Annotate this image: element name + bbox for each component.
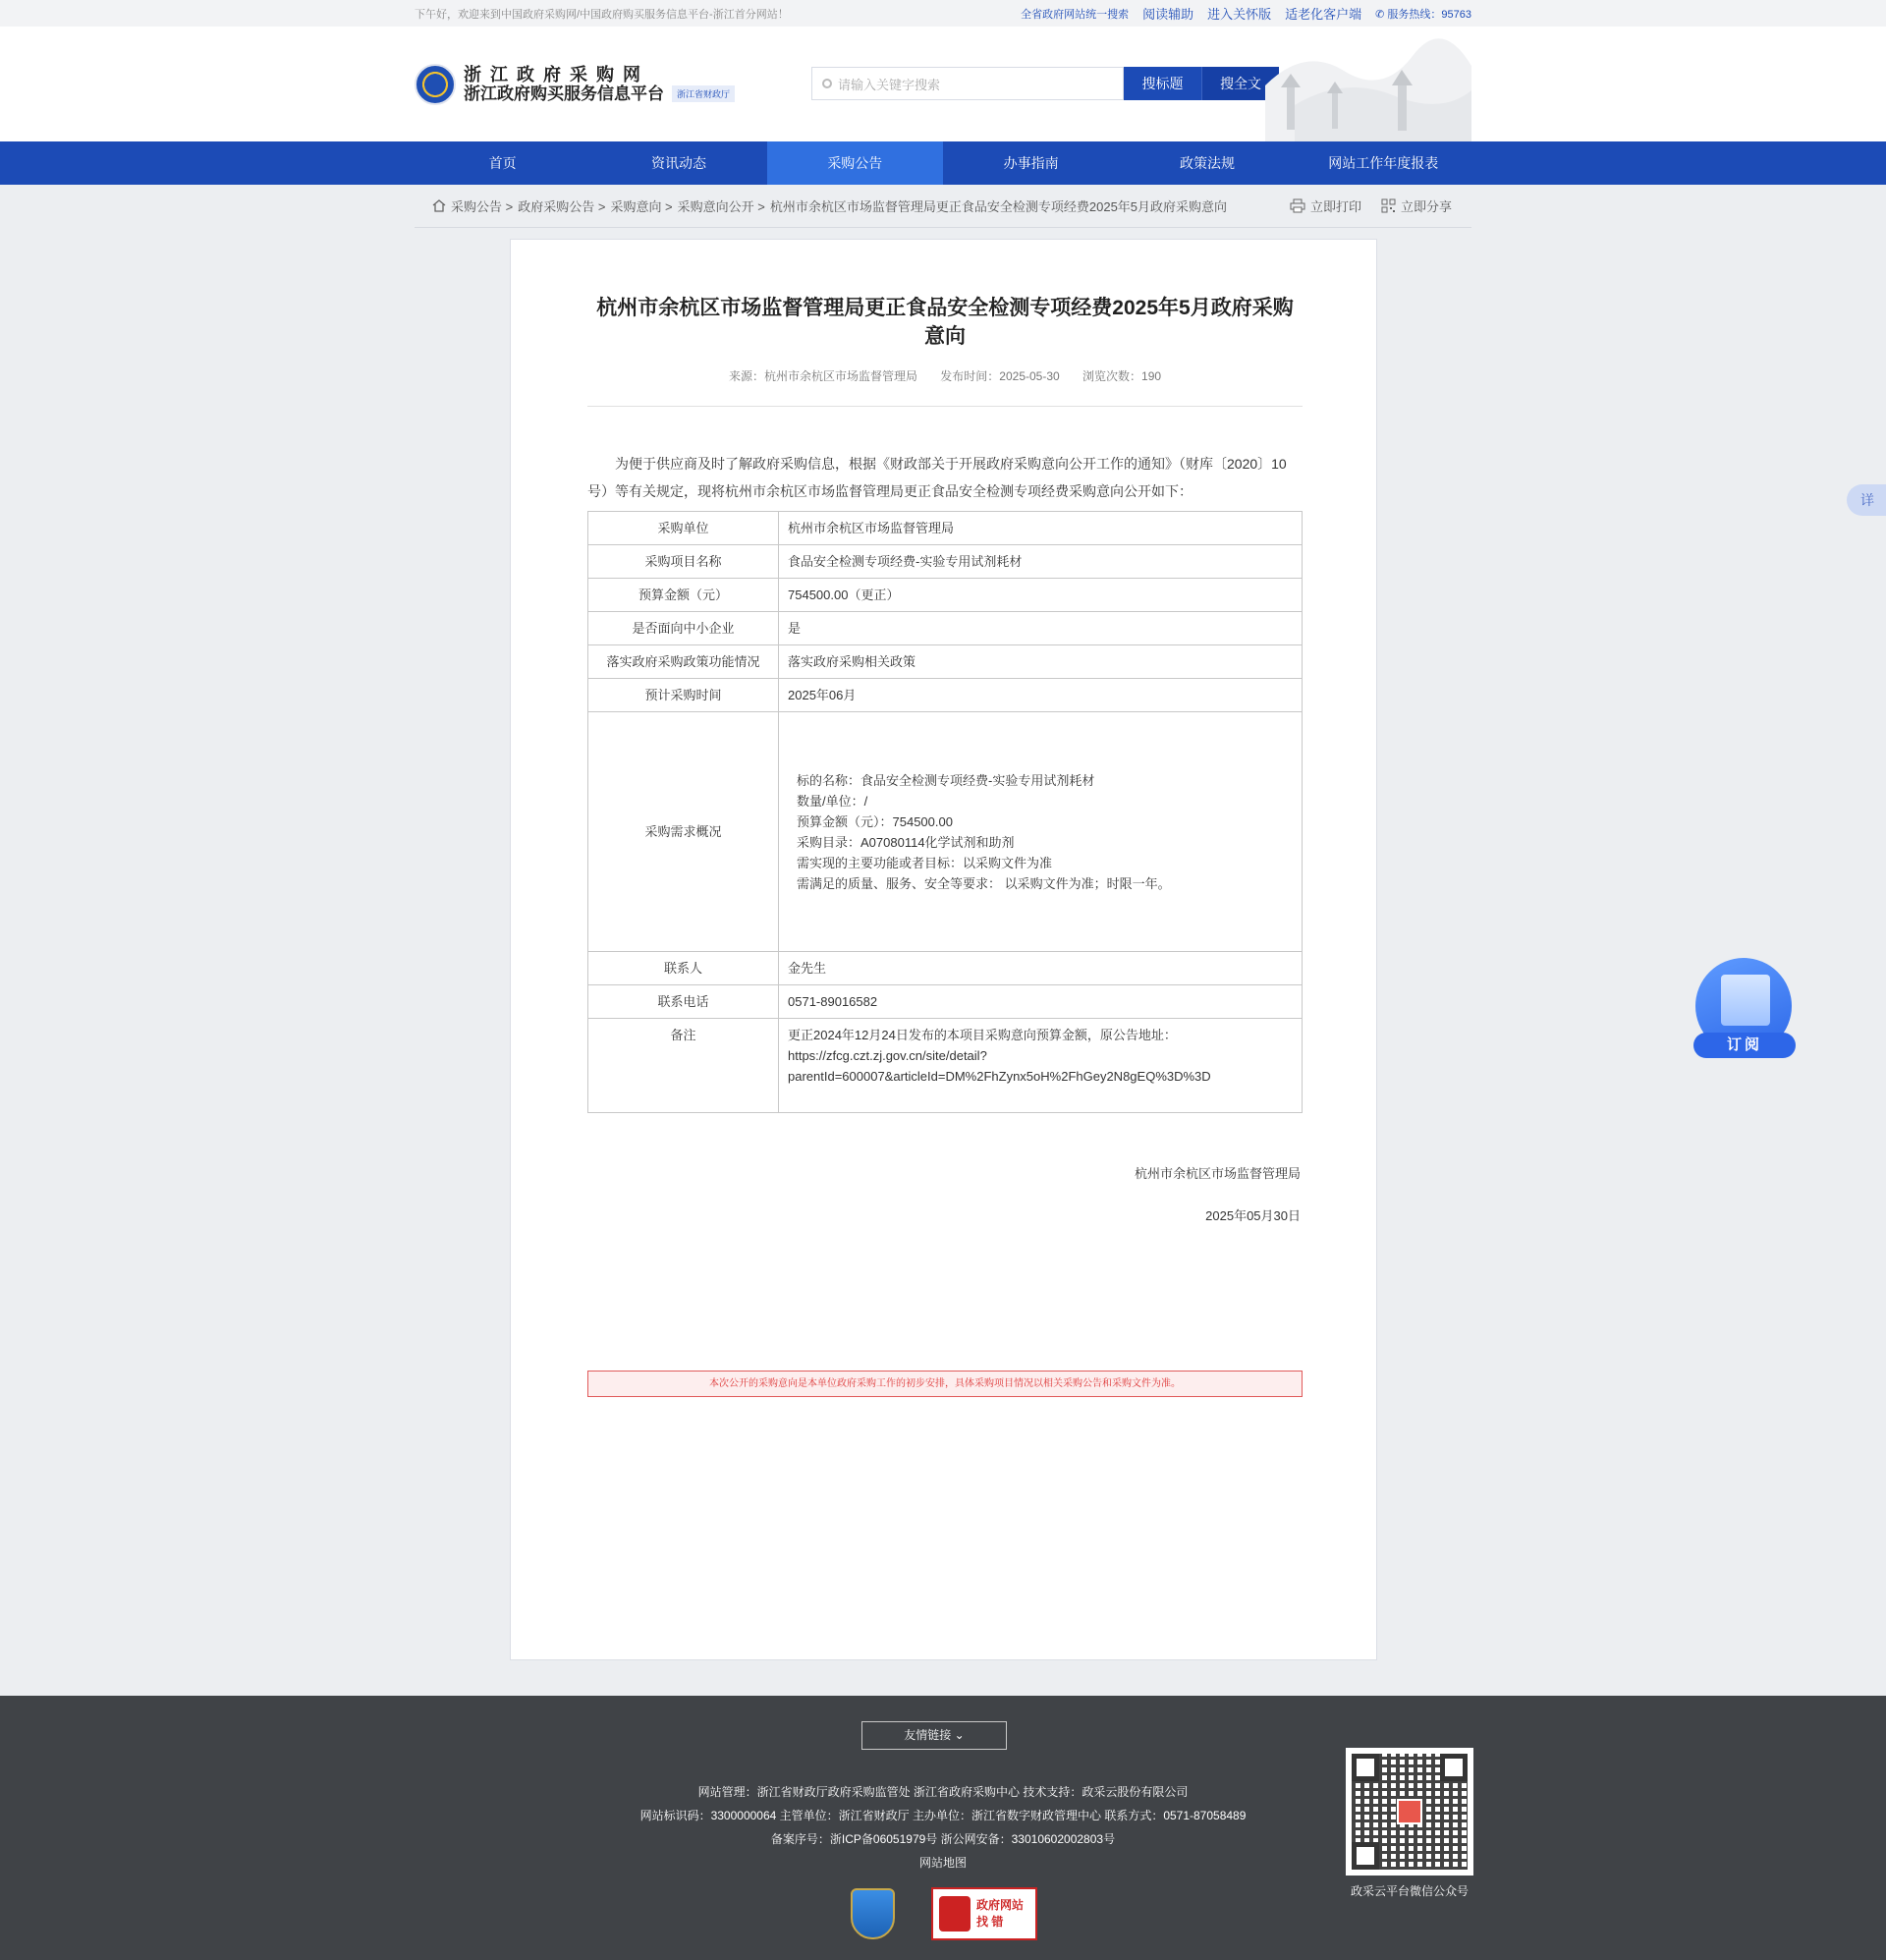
print-button[interactable]: 立即打印 <box>1290 196 1361 215</box>
site-footer <box>0 1696 1886 1960</box>
logo-subtitle: 浙江政府购买服务信息平台 <box>464 84 664 103</box>
footer-info <box>550 1780 1336 1875</box>
qr-corner <box>1352 1754 1379 1781</box>
sitemap-link[interactable]: 网站地图 <box>918 1856 967 1870</box>
crumb-procurement[interactable]: 采购公告 > <box>451 199 514 214</box>
procurement-info-table <box>587 511 1303 1113</box>
footer-line-management: 网站管理：浙江省财政厅政府采购监管处 浙江省政府采购中心 技术支持：政采云股份有限公司 <box>697 1785 1189 1799</box>
search-bar <box>811 67 1279 100</box>
search-title-button[interactable]: 搜标题 <box>1124 67 1201 100</box>
search-fulltext-button[interactable]: 搜全文 <box>1201 67 1279 100</box>
search-input[interactable] <box>811 67 1124 100</box>
qrcode-icon <box>1352 1754 1468 1870</box>
table-row: 采购项目名称 食品安全检测专项经费-实验专用试剂耗材 <box>588 545 1303 579</box>
signature-date: 2025年05月30日 <box>1205 1208 1301 1223</box>
qrcode-caption: 政采云平台微信公众号 <box>1350 1884 1469 1898</box>
crumb-intent[interactable]: 采购意向 > <box>610 199 673 214</box>
divider <box>587 406 1303 407</box>
reading-aid-link[interactable]: 阅读辅助 <box>1142 7 1194 22</box>
table-row: 落实政府采购政策功能情况 落实政府采购相关政策 <box>588 645 1303 679</box>
footer-badges <box>851 1887 1037 1940</box>
subscribe-label: 订阅 <box>1693 1033 1796 1058</box>
gov-site-error-badge[interactable]: 政府网站 找 错 <box>931 1887 1037 1940</box>
institution-badge-icon[interactable] <box>851 1888 895 1939</box>
nav-news[interactable]: 资讯动态 <box>650 155 706 171</box>
crumb-gov-procurement[interactable]: 政府采购公告 > <box>518 199 606 214</box>
qr-logo-icon <box>1397 1799 1422 1824</box>
article-title: 杭州市余杭区市场监督管理局更正食品安全检测专项经费2025年5月政府采购意向 <box>596 297 1294 348</box>
site-header <box>0 27 1886 141</box>
logo-title: 浙江政府采购网 <box>464 65 649 84</box>
qr-corner <box>1352 1842 1379 1870</box>
nav-home[interactable]: 首页 <box>488 155 517 171</box>
print-icon <box>1290 198 1305 213</box>
province-search-link[interactable]: 全省政府网站统一搜索 <box>1021 8 1130 21</box>
article-intro: 为便于供应商及时了解政府采购信息，根据《财政部关于开展政府采购意向公开工作的通知》（财库〔2020〕10号）等有关规定，现将杭州市余杭区市场监督管理局更正食品安全检测专项经费采购意向公开如下： <box>587 456 1287 499</box>
article-views: 浏览次数：190 <box>1082 369 1162 383</box>
search-placeholder: 请输入关键字搜索 <box>838 77 941 92</box>
magnifier-icon <box>939 1896 971 1932</box>
nav-policy[interactable]: 政策法规 <box>1179 155 1235 171</box>
table-row: 预计采购时间 2025年06月 <box>588 679 1303 712</box>
side-detail-tab[interactable]: 详 <box>1847 484 1886 516</box>
article-meta <box>587 367 1303 384</box>
disclaimer-notice: 本次公开的采购意向是本单位政府采购工作的初步安排，具体采购项目情况以相关采购公告和采购文件为准。 <box>587 1371 1303 1397</box>
signature-org: 杭州市余杭区市场监督管理局 <box>1134 1166 1301 1181</box>
table-row: 采购单位 杭州市余杭区市场监督管理局 <box>588 512 1303 545</box>
qr-corner <box>1440 1754 1468 1781</box>
footer-line-record[interactable]: 备案序号：浙ICP备06051979号 浙公网安备：33010602002803号 <box>770 1832 1116 1846</box>
site-logo[interactable] <box>415 64 735 105</box>
phone-icon: ✆ <box>1375 8 1385 21</box>
article-date: 发布时间：2025-05-30 <box>940 369 1060 383</box>
logo-badge: 浙江省财政厅 <box>672 85 735 102</box>
document-icon <box>1721 975 1770 1026</box>
crumb-intent-public[interactable]: 采购意向公开 > <box>677 199 765 214</box>
table-row: 备注 更正2024年12月24日发布的本项目采购意向预算金额，原公告地址： https://zfcg.czt.zj.gov.cn/site/detail? parentId=600007&articleId=DM%2FhZynx5oH%2FhGey2N8gEQ%3D%3D <box>588 1019 1303 1113</box>
table-row: 联系人 金先生 <box>588 952 1303 985</box>
hotline-text: ✆ 服务热线：95763 <box>1375 8 1471 21</box>
qrcode-icon <box>1381 198 1396 213</box>
main-nav <box>0 141 1886 185</box>
friend-links-dropdown[interactable]: 友情链接 ⌄ <box>861 1721 1007 1750</box>
footer-line-identifier: 网站标识码：3300000064 主管单位：浙江省财政厅 主办单位：浙江省数字财政管理中心 联系方式：0571-87058489 <box>639 1809 1247 1822</box>
breadcrumb <box>415 185 1471 228</box>
subscribe-button[interactable] <box>1693 958 1796 1058</box>
nav-guide[interactable]: 办事指南 <box>1003 155 1059 171</box>
table-row: 预算金额（元） 754500.00（更正） <box>588 579 1303 612</box>
table-row: 是否面向中小企业 是 <box>588 612 1303 645</box>
top-bar <box>0 0 1886 27</box>
article-source: 来源：杭州市余杭区市场监督管理局 <box>728 369 917 383</box>
pagoda-scenery-icon <box>1265 27 1471 141</box>
home-icon[interactable] <box>432 199 446 212</box>
table-row: 采购需求概况 标的名称：食品安全检测专项经费-实验专用试剂耗材 数量/单位：/ 预算金额（元）：754500.00 采购目录：A07080114化学试剂和助剂 需实现的主要功能或者目标：以采购文件为准 需满足的质量、服务、安全等要求： 以采购文件为准；时限一年。 <box>588 712 1303 952</box>
care-version-link[interactable]: 进入关怀版 <box>1207 7 1272 22</box>
article-card <box>510 239 1377 1660</box>
search-icon <box>822 79 832 88</box>
requirement-summary: 标的名称：食品安全检测专项经费-实验专用试剂耗材 数量/单位：/ 预算金额（元）：754500.00 采购目录：A07080114化学试剂和助剂 需实现的主要功能或者目标：以采购文件为准 需满足的质量、服务、安全等要求： 以采购文件为准；时限一年。 <box>779 712 1303 952</box>
original-notice-link[interactable]: https://zfcg.czt.zj.gov.cn/site/detail? <box>788 1048 987 1063</box>
greeting-text: 下午好，欢迎来到中国政府采购网/中国政府购买服务信息平台-浙江首分网站！ <box>415 8 789 21</box>
table-row: 联系电话 0571-89016582 <box>588 985 1303 1019</box>
share-button[interactable]: 立即分享 <box>1381 196 1452 215</box>
remark-cell: 更正2024年12月24日发布的本项目采购意向预算金额，原公告地址： https://zfcg.czt.zj.gov.cn/site/detail? parentId=600007&articleId=DM%2FhZynx5oH%2FhGey2N8gEQ%3D%3D <box>779 1019 1303 1113</box>
elderly-client-link[interactable]: 适老化客户端 <box>1285 7 1362 22</box>
logo-emblem-icon <box>415 64 456 105</box>
wechat-qrcode <box>1346 1748 1473 1876</box>
nav-annual-report[interactable]: 网站工作年度报表 <box>1328 155 1439 171</box>
nav-procurement[interactable]: 采购公告 <box>767 141 943 185</box>
crumb-current: 杭州市余杭区市场监督管理局更正食品安全检测专项经费2025年5月政府采购意向 <box>769 199 1228 214</box>
